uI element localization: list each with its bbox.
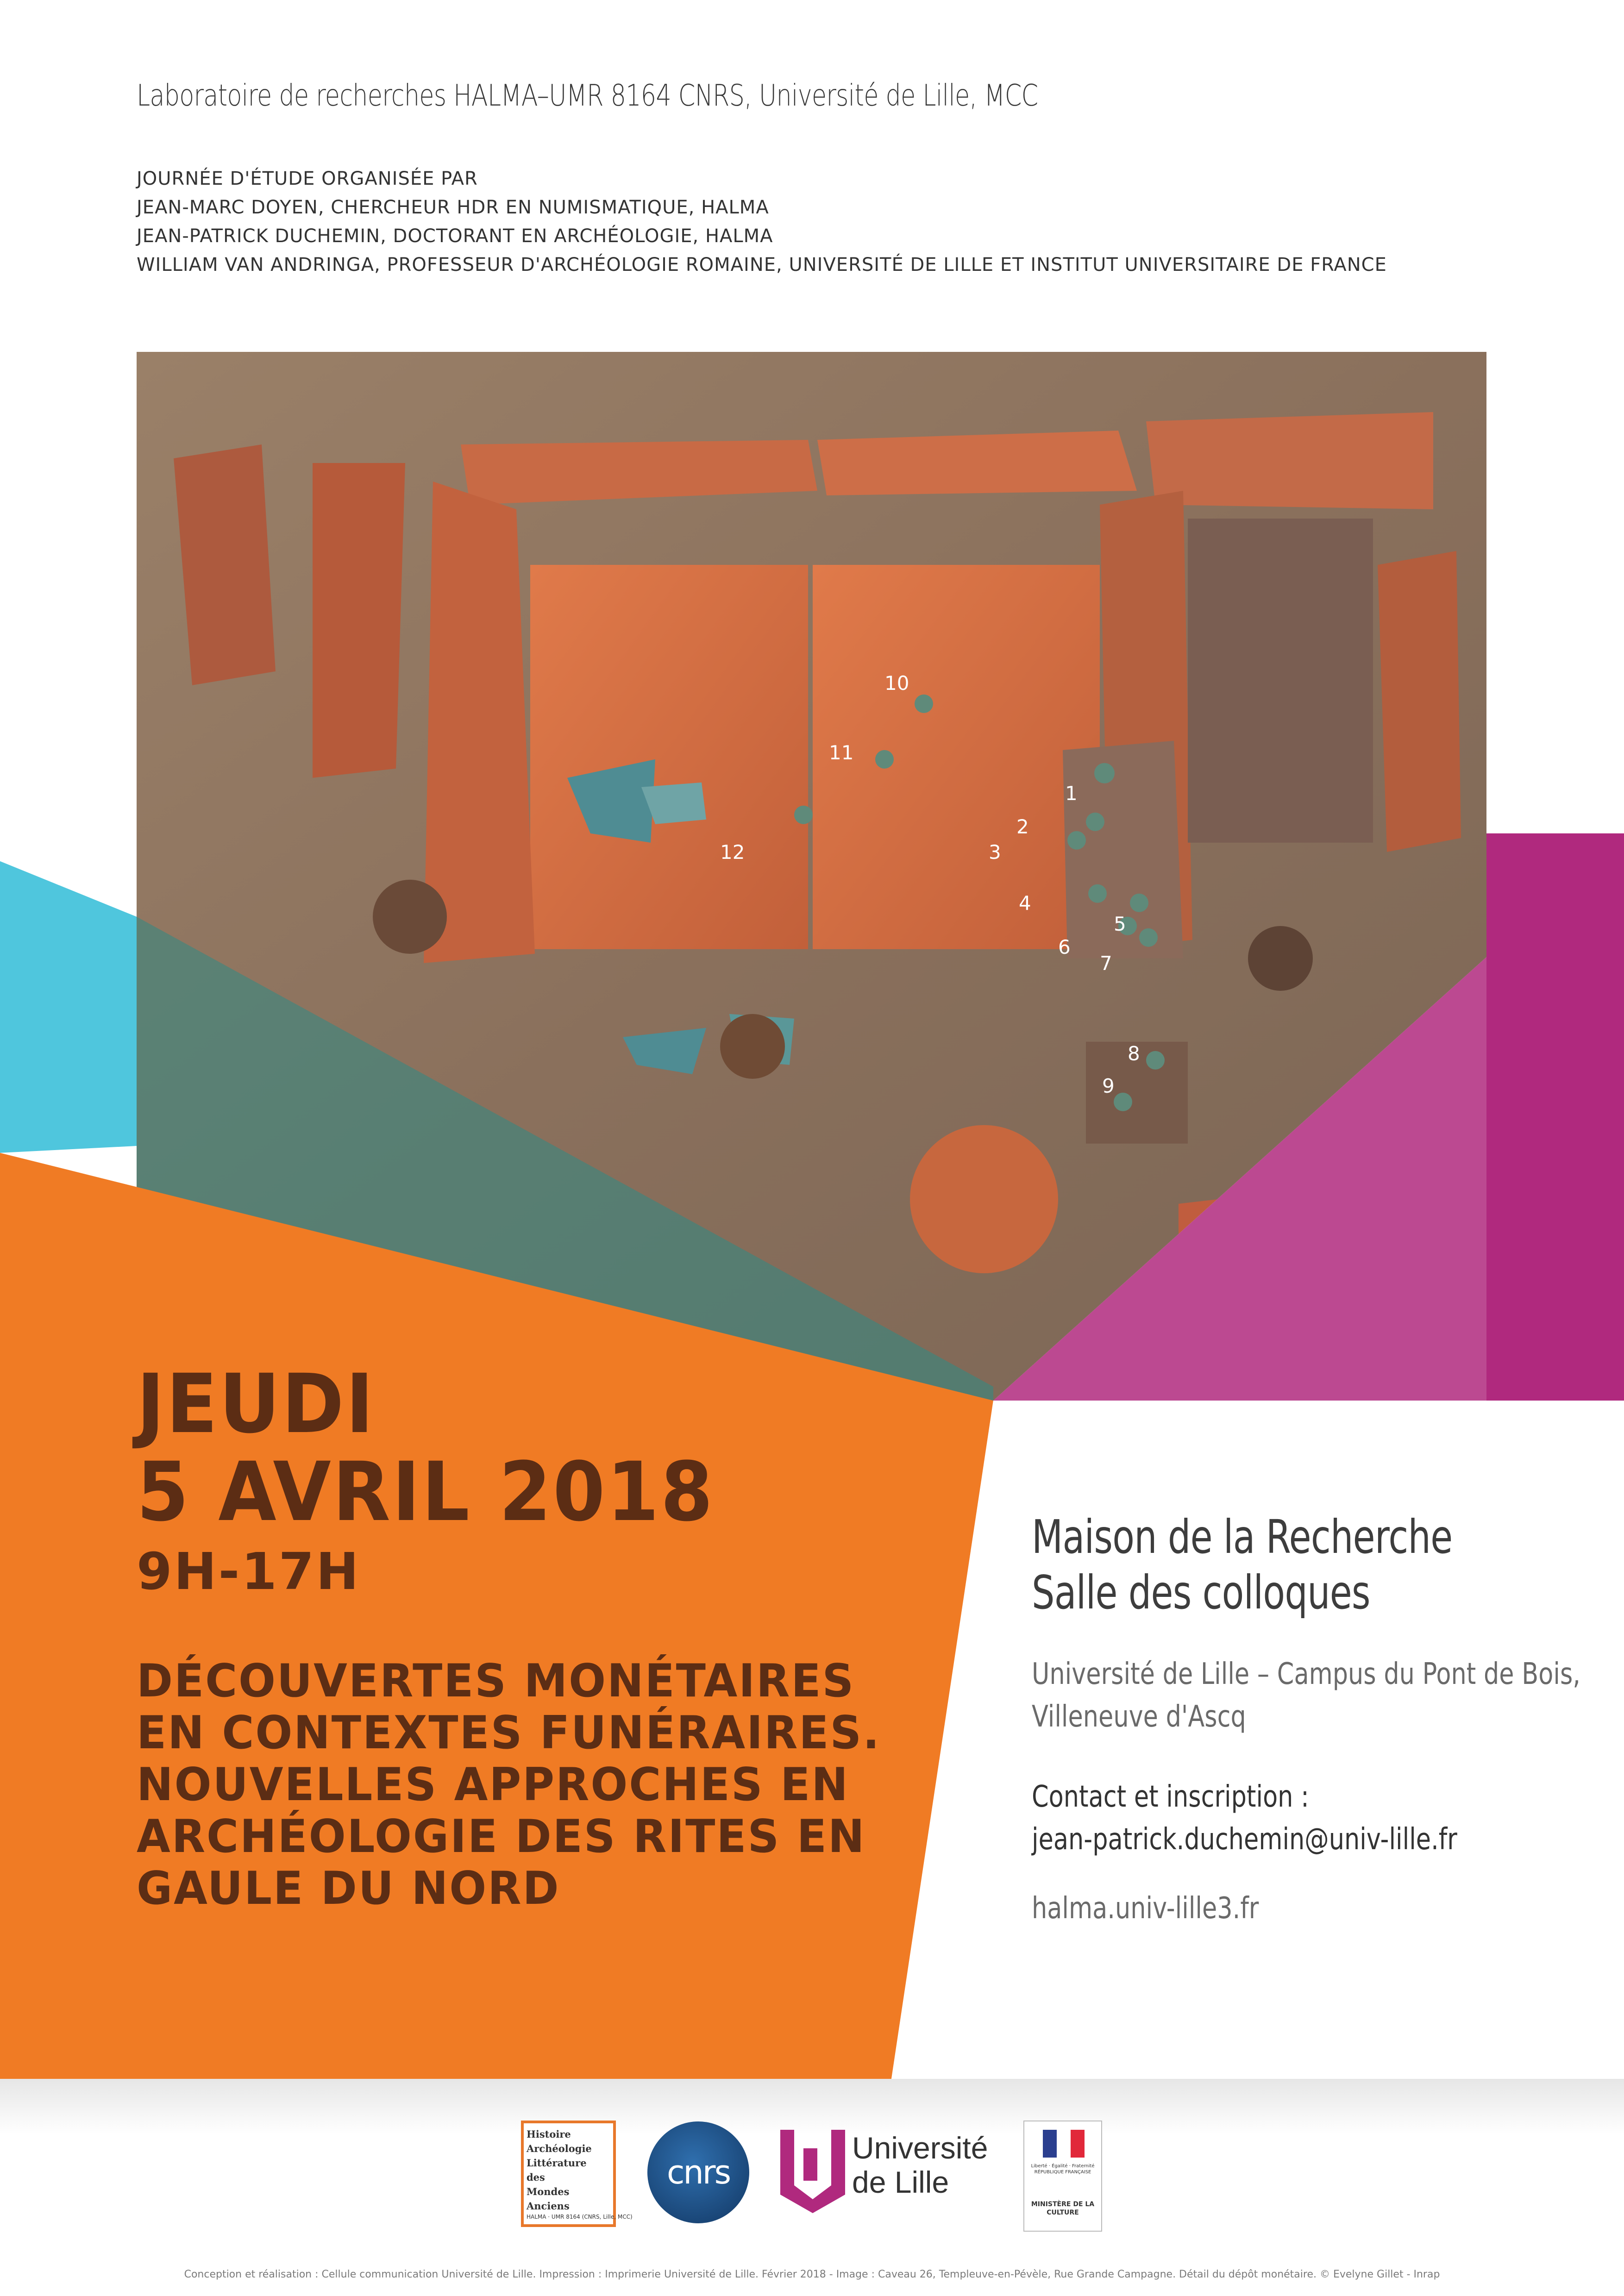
venue-block: [1032, 1509, 1587, 1620]
coin-marker: 3: [989, 841, 1001, 863]
univ-line1: Université: [852, 2131, 988, 2165]
universite-lille-logo: [852, 2131, 1028, 2199]
venue-room: Salle des colloques: [1032, 1565, 1370, 1620]
organizer-line: JEAN-MARC DOYEN, CHERCHEUR HDR EN NUMISMATIQUE, HALMA: [137, 197, 769, 218]
halma-logo-line: des: [527, 2171, 545, 2183]
organizers-intro: JOURNÉE D'ÉTUDE ORGANISÉE PAR: [137, 168, 478, 189]
halma-logo-caption: HALMA · UMR 8164 (CNRS, Lille, MCC): [527, 2214, 633, 2220]
mcc-ministry: MINISTÈRE DE LA CULTURE: [1031, 2201, 1095, 2216]
coin-marker: 12: [720, 841, 745, 863]
event-title-line: DÉCOUVERTES MONÉTAIRES: [137, 1655, 855, 1708]
event-title: [137, 1655, 924, 1914]
coin-marker: 2: [1016, 815, 1029, 838]
halma-logo-line: Anciens: [527, 2200, 570, 2212]
contact-block: [1032, 1776, 1611, 1861]
event-title-line: NOUVELLES APPROCHES EN: [137, 1758, 849, 1811]
event-day: JEUDI: [137, 1357, 376, 1451]
ministere-culture-logo: [1023, 2121, 1102, 2232]
credits-line: Conception et réalisation : Cellule communication Université de Lille. Impression : Imprimerie Université de Lille. Février 2018 - Image : Caveau 26, Templeuve-en-Pévèle, Rue Grande Campagne. Détail du dépôt monétaire. © Evelyne Gillet - Inrap: [184, 2269, 1440, 2280]
organizer-line: WILLIAM VAN ANDRINGA, PROFESSEUR D'ARCHÉOLOGIE ROMAINE, UNIVERSITÉ DE LILLE ET INSTITUT UNIVERSITAIRE DE FRANCE: [137, 254, 1387, 275]
website-link[interactable]: halma.univ-lille3.fr: [1032, 1891, 1259, 1926]
halma-logo-line: Histoire: [527, 2128, 571, 2140]
coin-marker: 4: [1019, 892, 1031, 914]
lab-header: Laboratoire de recherches HALMA–UMR 8164 CNRS, Université de Lille, MCC: [137, 79, 1038, 113]
cnrs-logo: cnrs: [647, 2121, 749, 2223]
coin-marker: 9: [1102, 1075, 1115, 1097]
universite-lille-mark-icon: [780, 2130, 845, 2213]
coin-marker: 7: [1100, 952, 1112, 975]
coin-marker: 1: [1065, 782, 1078, 805]
contact-email[interactable]: jean-patrick.duchemin@univ-lille.fr: [1032, 1822, 1457, 1857]
venue-name: Maison de la Recherche: [1032, 1510, 1453, 1564]
event-date: 5 AVRIL 2018: [137, 1445, 715, 1539]
halma-logo: [521, 2121, 633, 2227]
contact-label: Contact et inscription :: [1032, 1780, 1309, 1814]
coin-marker: 6: [1058, 936, 1071, 958]
event-title-line: EN CONTEXTES FUNÉRAIRES.: [137, 1707, 881, 1759]
address-line: Université de Lille – Campus du Pont de Bois,: [1032, 1657, 1580, 1691]
halma-logo-line: Archéologie: [527, 2143, 592, 2154]
organizer-line: JEAN-PATRICK DUCHEMIN, DOCTORANT EN ARCHÉOLOGIE, HALMA: [137, 225, 773, 247]
event-title-line: ARCHÉOLOGIE DES RITES EN: [137, 1810, 866, 1863]
logos-row: [0, 2111, 1624, 2259]
univ-line2: de Lille: [852, 2165, 949, 2199]
mcc-republic: Liberté · Égalité · Fraternité RÉPUBLIQUE FRANÇAISE: [1031, 2164, 1095, 2175]
coin-marker: 11: [829, 741, 854, 764]
french-flag-icon: [1043, 2130, 1085, 2158]
coin-marker: 10: [884, 672, 909, 694]
event-hours: 9H-17H: [137, 1542, 361, 1601]
coin-marker: 8: [1128, 1042, 1140, 1065]
address-line: Villeneuve d'Ascq: [1032, 1700, 1246, 1734]
halma-logo-line: Littérature: [527, 2157, 587, 2169]
coin-marker: 5: [1114, 913, 1126, 935]
halma-logo-line: Mondes: [527, 2186, 570, 2197]
venue-address: [1032, 1653, 1611, 1738]
event-title-line: GAULE DU NORD: [137, 1862, 560, 1915]
